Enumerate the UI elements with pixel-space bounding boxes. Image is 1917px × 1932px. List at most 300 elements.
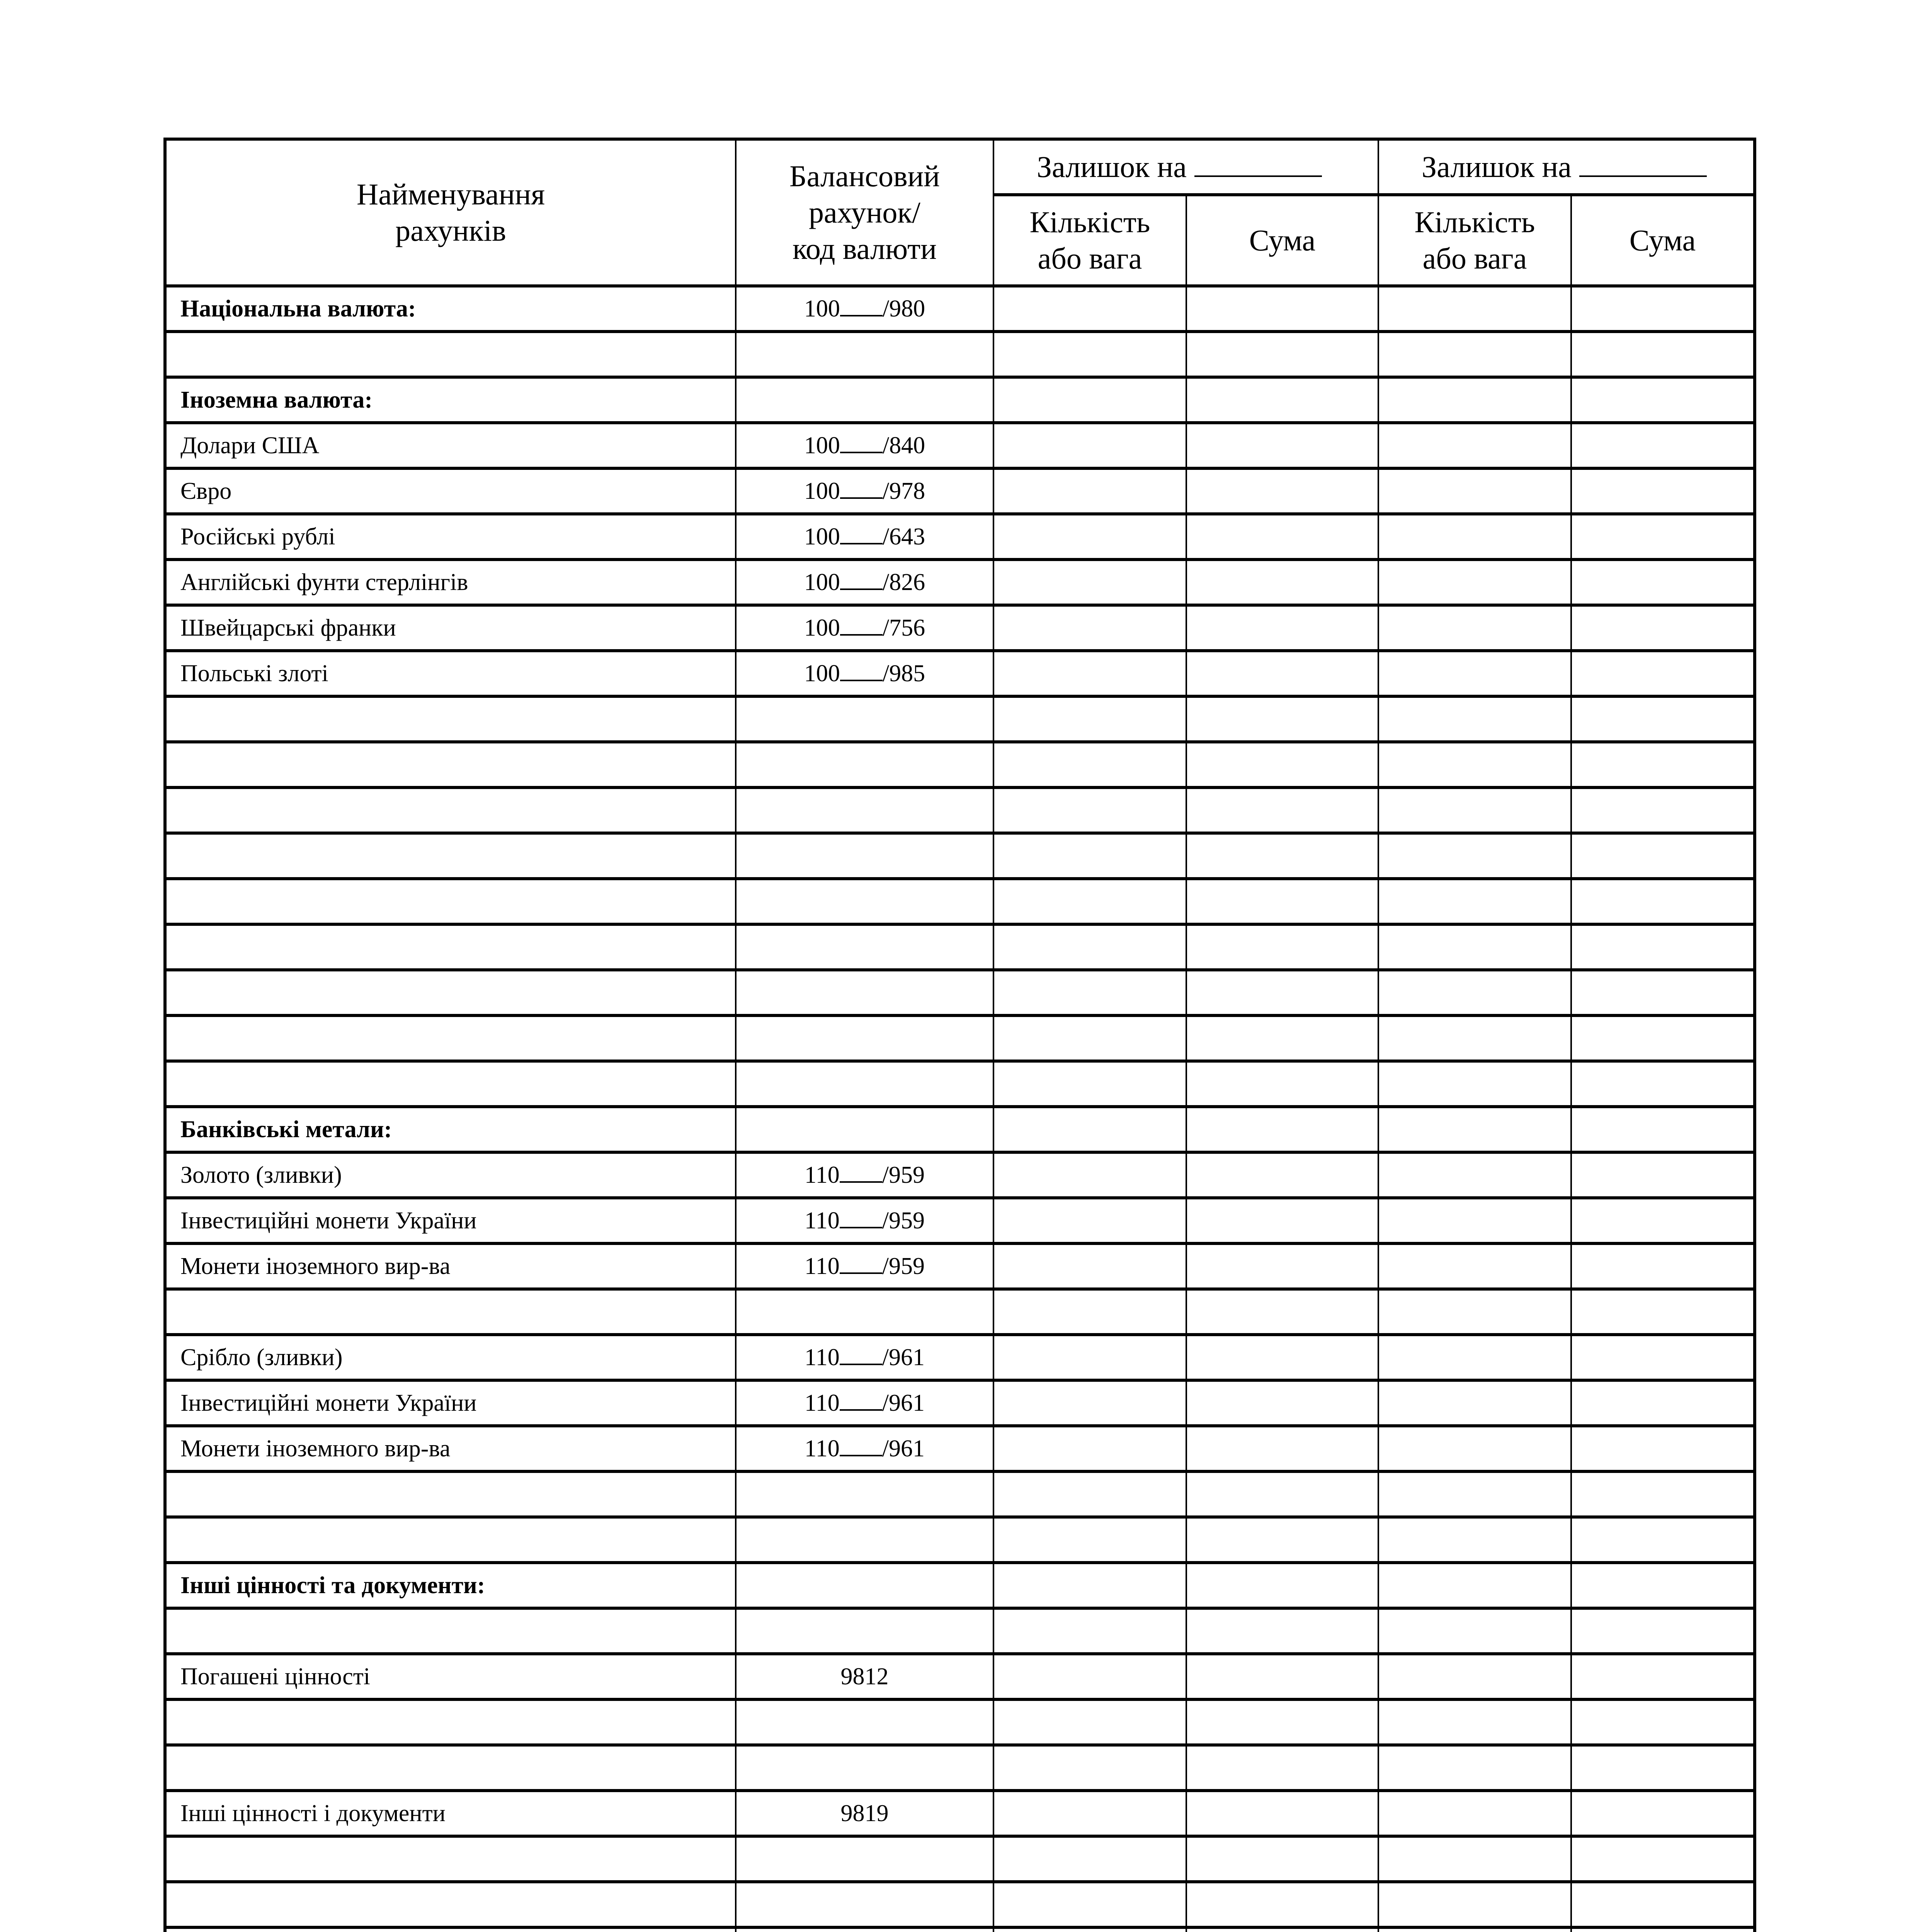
table-row	[165, 924, 1755, 970]
qty-1-cell[interactable]	[993, 560, 1186, 605]
balance-account-cell	[736, 1243, 993, 1289]
qty-1-cell[interactable]	[993, 1745, 1186, 1791]
balance-account-cell	[736, 1198, 993, 1243]
qty-1-cell[interactable]	[993, 1243, 1186, 1289]
qty-1-cell[interactable]	[993, 1699, 1186, 1745]
qty-1-cell[interactable]	[993, 1791, 1186, 1836]
account-name-cell: Англійські фунти стерлінгів	[165, 560, 736, 605]
account-name-cell[interactable]	[165, 1471, 736, 1517]
account-digit-field[interactable]	[840, 478, 883, 499]
qty-2-cell[interactable]	[1378, 1015, 1571, 1061]
table-row	[165, 1380, 1755, 1426]
account-prefix: 110	[805, 1435, 840, 1462]
qty-2-cell[interactable]	[1378, 1198, 1571, 1243]
sum-1-cell[interactable]	[1186, 1061, 1378, 1107]
sum-1-cell[interactable]	[1186, 1289, 1378, 1335]
sum-1-cell[interactable]	[1186, 1745, 1378, 1791]
table-row	[165, 742, 1755, 787]
balance-account-cell	[736, 1380, 993, 1426]
balance-date-field-1[interactable]	[1194, 152, 1322, 177]
currency-code: /980	[882, 295, 925, 322]
header-balance-group-2	[1378, 139, 1755, 195]
qty-2-cell[interactable]	[1378, 787, 1571, 833]
account-digit-field[interactable]	[840, 615, 883, 636]
qty-2-cell[interactable]	[1378, 970, 1571, 1015]
account-name-cell: Інші цінності і документи	[165, 1791, 736, 1836]
sum-1-cell[interactable]	[1186, 514, 1378, 560]
balance-account-cell	[736, 605, 993, 651]
qty-2-cell[interactable]	[1378, 377, 1571, 423]
table-row	[165, 1563, 1755, 1608]
account-name-cell[interactable]	[165, 1015, 736, 1061]
account-name-cell[interactable]	[165, 332, 736, 377]
sum-1-cell[interactable]	[1186, 1471, 1378, 1517]
qty-2-cell[interactable]	[1378, 833, 1571, 879]
currency-code: /985	[882, 660, 925, 687]
sum-2-cell[interactable]	[1571, 696, 1755, 742]
account-prefix: 110	[805, 1344, 840, 1371]
qty-1-cell[interactable]	[993, 1882, 1186, 1927]
sum-1-cell[interactable]	[1186, 787, 1378, 833]
qty-2-cell[interactable]	[1378, 1563, 1571, 1608]
table-row	[165, 1471, 1755, 1517]
sum-2-cell[interactable]	[1571, 1243, 1755, 1289]
balance-account-cell	[736, 560, 993, 605]
qty-1-cell[interactable]	[993, 377, 1186, 423]
balance-account-cell[interactable]	[736, 377, 993, 423]
sum-2-cell[interactable]	[1571, 1608, 1755, 1654]
qty-1-cell[interactable]	[993, 1517, 1186, 1563]
qty-1-cell[interactable]	[993, 286, 1186, 332]
balance-account-cell[interactable]	[736, 332, 993, 377]
sum-2-cell[interactable]	[1571, 833, 1755, 879]
sum-1-cell[interactable]	[1186, 1380, 1378, 1426]
table-row	[165, 1243, 1755, 1289]
balance-account-cell[interactable]	[736, 1882, 993, 1927]
qty-1-cell[interactable]	[993, 1654, 1186, 1699]
balance-account-cell[interactable]	[736, 1015, 993, 1061]
qty-2-cell[interactable]	[1378, 1745, 1571, 1791]
qty-1-cell[interactable]	[993, 1426, 1186, 1471]
section-heading: Національна валюта:	[165, 286, 736, 332]
sum-1-cell[interactable]	[1186, 833, 1378, 879]
account-name-cell: Інвестиційні монети України	[165, 1198, 736, 1243]
sum-1-cell[interactable]	[1186, 651, 1378, 696]
balance-account-cell	[736, 1152, 993, 1198]
qty-1-cell[interactable]	[993, 1198, 1186, 1243]
sum-1-cell[interactable]	[1186, 1243, 1378, 1289]
account-prefix: 100	[804, 569, 840, 595]
qty-1-cell[interactable]	[993, 1152, 1186, 1198]
qty-2-cell[interactable]	[1378, 651, 1571, 696]
account-digit-field[interactable]	[840, 432, 883, 453]
header-code-line-1: Балансовий	[789, 159, 940, 193]
sum-1-cell[interactable]	[1186, 1608, 1378, 1654]
sum-1-cell[interactable]	[1186, 1836, 1378, 1882]
sum-2-cell[interactable]	[1571, 1745, 1755, 1791]
table-row	[165, 1107, 1755, 1152]
sum-2-cell[interactable]	[1571, 1563, 1755, 1608]
account-name-cell: Польські злоті	[165, 651, 736, 696]
account-prefix: 110	[805, 1207, 840, 1234]
table-row	[165, 560, 1755, 605]
sum-2-cell[interactable]	[1571, 924, 1755, 970]
header-code-line-2: рахунок/	[809, 196, 920, 229]
sum-2-cell[interactable]	[1571, 468, 1755, 514]
qty-1-cell[interactable]	[993, 1061, 1186, 1107]
qty-1-cell[interactable]	[993, 1836, 1186, 1882]
qty-1-cell[interactable]	[993, 742, 1186, 787]
qty-2-cell[interactable]	[1378, 1791, 1571, 1836]
account-prefix: 100	[804, 478, 840, 504]
qty-1-cell[interactable]	[993, 787, 1186, 833]
sum-2-cell[interactable]	[1571, 560, 1755, 605]
qty-2-cell[interactable]	[1378, 332, 1571, 377]
section-heading: Інші цінності та документи:	[165, 1563, 736, 1608]
balance-account-cell[interactable]	[736, 787, 993, 833]
balance-account-cell[interactable]	[736, 1608, 993, 1654]
sum-2-cell[interactable]	[1571, 1289, 1755, 1335]
currency-code: /959	[882, 1253, 925, 1279]
qty-2-cell[interactable]	[1378, 1107, 1571, 1152]
qty-1-cell[interactable]	[993, 423, 1186, 468]
qty-1-cell[interactable]	[993, 970, 1186, 1015]
table-row	[165, 1517, 1755, 1563]
table-row	[165, 1654, 1755, 1699]
account-prefix: 110	[805, 1162, 840, 1188]
account-prefix: 110	[805, 1253, 840, 1279]
account-digit-field[interactable]	[840, 1344, 882, 1365]
balance-account-cell[interactable]	[736, 1927, 993, 1932]
sum-1-cell[interactable]	[1186, 1882, 1378, 1927]
header-qty-1-line-2: або вага	[1038, 242, 1142, 275]
sum-1-cell[interactable]	[1186, 1654, 1378, 1699]
balance-account-cell[interactable]	[736, 1107, 993, 1152]
qty-1-cell[interactable]	[993, 651, 1186, 696]
qty-2-cell[interactable]	[1378, 1882, 1571, 1927]
sum-2-cell[interactable]	[1571, 1380, 1755, 1426]
qty-1-cell[interactable]	[993, 1380, 1186, 1426]
sum-2-cell[interactable]	[1571, 1471, 1755, 1517]
balance-account-cell	[736, 423, 993, 468]
qty-2-cell[interactable]	[1378, 1836, 1571, 1882]
sum-1-cell[interactable]	[1186, 377, 1378, 423]
sum-2-cell[interactable]	[1571, 1061, 1755, 1107]
sum-1-cell[interactable]	[1186, 1015, 1378, 1061]
account-name-cell[interactable]	[165, 1608, 736, 1654]
qty-1-cell[interactable]	[993, 833, 1186, 879]
qty-1-cell[interactable]	[993, 1608, 1186, 1654]
header-qty-2-line-1: Кількість	[1414, 205, 1535, 239]
account-name-cell[interactable]	[165, 1289, 736, 1335]
table-row	[165, 332, 1755, 377]
sum-2-cell[interactable]	[1571, 1015, 1755, 1061]
balance-account-cell	[736, 1426, 993, 1471]
account-name-cell[interactable]	[165, 1745, 736, 1791]
sum-2-cell[interactable]	[1571, 514, 1755, 560]
qty-2-cell[interactable]	[1378, 1061, 1571, 1107]
account-digit-field[interactable]	[840, 1253, 882, 1274]
section-heading: Іноземна валюта:	[165, 377, 736, 423]
balance-account-cell	[736, 514, 993, 560]
table-row	[165, 651, 1755, 696]
account-digit-field[interactable]	[840, 1162, 882, 1183]
sum-2-cell[interactable]	[1571, 1335, 1755, 1380]
sum-2-cell[interactable]	[1571, 377, 1755, 423]
account-name-cell[interactable]	[165, 924, 736, 970]
sum-2-cell[interactable]	[1571, 1654, 1755, 1699]
qty-1-cell[interactable]	[993, 1927, 1186, 1932]
qty-2-cell[interactable]	[1378, 924, 1571, 970]
table-row	[165, 1836, 1755, 1882]
table-row	[165, 1699, 1755, 1745]
sum-2-cell[interactable]	[1571, 1198, 1755, 1243]
table-row	[165, 1152, 1755, 1198]
sum-1-cell[interactable]	[1186, 468, 1378, 514]
qty-2-cell[interactable]	[1378, 696, 1571, 742]
balance-account-cell[interactable]	[736, 1699, 993, 1745]
balance-table	[163, 138, 1756, 1932]
table-row	[165, 879, 1755, 924]
sum-2-cell[interactable]	[1571, 605, 1755, 651]
account-name-cell[interactable]	[165, 970, 736, 1015]
account-name-cell[interactable]	[165, 833, 736, 879]
balance-account-cell[interactable]	[736, 1836, 993, 1882]
balance-account-cell[interactable]	[736, 1563, 993, 1608]
account-name-cell[interactable]	[165, 742, 736, 787]
account-name-cell[interactable]	[165, 1882, 736, 1927]
account-digit-field[interactable]	[840, 660, 883, 681]
currency-code: /961	[882, 1435, 925, 1462]
table-row	[165, 1198, 1755, 1243]
qty-2-cell[interactable]	[1378, 1608, 1571, 1654]
balance-account-cell: 9812	[736, 1654, 993, 1699]
qty-2-cell[interactable]	[1378, 514, 1571, 560]
sum-2-cell[interactable]	[1571, 286, 1755, 332]
sum-2-cell[interactable]	[1571, 742, 1755, 787]
sum-1-cell[interactable]	[1186, 970, 1378, 1015]
header-account-name	[165, 139, 736, 286]
qty-1-cell[interactable]	[993, 605, 1186, 651]
table-row	[165, 696, 1755, 742]
sum-1-cell[interactable]	[1186, 286, 1378, 332]
balance-account-cell[interactable]	[736, 1289, 993, 1335]
qty-1-cell[interactable]	[993, 1107, 1186, 1152]
sum-1-cell[interactable]	[1186, 1152, 1378, 1198]
sum-2-cell[interactable]	[1571, 879, 1755, 924]
header-balance-group-1	[993, 139, 1378, 195]
table-row	[165, 1608, 1755, 1654]
qty-2-cell[interactable]	[1378, 1335, 1571, 1380]
table-row	[165, 1927, 1755, 1932]
qty-2-cell[interactable]	[1378, 1927, 1571, 1932]
sum-2-cell[interactable]	[1571, 970, 1755, 1015]
balance-account-cell[interactable]	[736, 879, 993, 924]
account-name-cell: Російські рублі	[165, 514, 736, 560]
balance-account-cell[interactable]	[736, 696, 993, 742]
table-row	[165, 1061, 1755, 1107]
currency-code: /756	[882, 614, 925, 641]
header-qty-1-line-1: Кількість	[1029, 205, 1150, 239]
account-name-cell: Срібло (зливки)	[165, 1335, 736, 1380]
balance-account-cell[interactable]	[736, 833, 993, 879]
qty-1-cell[interactable]	[993, 468, 1186, 514]
qty-1-cell[interactable]	[993, 1471, 1186, 1517]
sum-2-cell[interactable]	[1571, 1426, 1755, 1471]
sum-1-cell[interactable]	[1186, 1927, 1378, 1932]
section-heading: Банківські метали:	[165, 1107, 736, 1152]
balance-account-cell[interactable]	[736, 1517, 993, 1563]
balance-account-cell[interactable]	[736, 924, 993, 970]
sum-1-cell[interactable]	[1186, 742, 1378, 787]
header-name-line-1: Найменування	[356, 177, 545, 211]
qty-1-cell[interactable]	[993, 1563, 1186, 1608]
account-digit-field[interactable]	[840, 524, 883, 544]
account-name-cell[interactable]	[165, 1836, 736, 1882]
sum-1-cell[interactable]	[1186, 696, 1378, 742]
sum-1-cell[interactable]	[1186, 1335, 1378, 1380]
qty-1-cell[interactable]	[993, 924, 1186, 970]
header-sum-1	[1186, 195, 1378, 286]
qty-1-cell[interactable]	[993, 879, 1186, 924]
account-name-cell[interactable]	[165, 1927, 736, 1932]
table-row	[165, 1289, 1755, 1335]
qty-2-cell[interactable]	[1378, 1471, 1571, 1517]
qty-2-cell[interactable]	[1378, 1426, 1571, 1471]
qty-2-cell[interactable]	[1378, 1289, 1571, 1335]
sum-2-cell[interactable]	[1571, 1699, 1755, 1745]
sum-2-cell[interactable]	[1571, 1836, 1755, 1882]
qty-1-cell[interactable]	[993, 514, 1186, 560]
sum-1-cell[interactable]	[1186, 560, 1378, 605]
balance-date-field-2[interactable]	[1579, 152, 1707, 177]
qty-2-cell[interactable]	[1378, 605, 1571, 651]
header-sum-1-label: Сума	[1249, 223, 1316, 257]
sum-1-cell[interactable]	[1186, 332, 1378, 377]
sum-1-cell[interactable]	[1186, 1563, 1378, 1608]
qty-2-cell[interactable]	[1378, 1654, 1571, 1699]
header-qty-2-line-2: або вага	[1422, 242, 1527, 275]
sum-1-cell[interactable]	[1186, 605, 1378, 651]
account-digit-field[interactable]	[840, 296, 883, 316]
balance-account-cell[interactable]	[736, 1745, 993, 1791]
account-digit-field[interactable]	[840, 1435, 882, 1456]
qty-2-cell[interactable]	[1378, 286, 1571, 332]
qty-1-cell[interactable]	[993, 696, 1186, 742]
account-name-cell[interactable]	[165, 696, 736, 742]
sum-2-cell[interactable]	[1571, 1927, 1755, 1932]
qty-2-cell[interactable]	[1378, 1699, 1571, 1745]
qty-2-cell[interactable]	[1378, 423, 1571, 468]
qty-1-cell[interactable]	[993, 1015, 1186, 1061]
currency-code: /840	[882, 432, 925, 459]
table-row	[165, 514, 1755, 560]
table-row	[165, 377, 1755, 423]
qty-1-cell[interactable]	[993, 1335, 1186, 1380]
qty-2-cell[interactable]	[1378, 1243, 1571, 1289]
balance-account-cell[interactable]	[736, 742, 993, 787]
table-row	[165, 605, 1755, 651]
account-name-cell[interactable]	[165, 1517, 736, 1563]
balance-account-cell[interactable]	[736, 1061, 993, 1107]
sum-2-cell[interactable]	[1571, 1882, 1755, 1927]
qty-1-cell[interactable]	[993, 1289, 1186, 1335]
sum-1-cell[interactable]	[1186, 1517, 1378, 1563]
account-digit-field[interactable]	[840, 569, 883, 590]
table-row	[165, 1745, 1755, 1791]
sum-2-cell[interactable]	[1571, 332, 1755, 377]
sum-1-cell[interactable]	[1186, 924, 1378, 970]
sum-2-cell[interactable]	[1571, 423, 1755, 468]
account-digit-field[interactable]	[840, 1390, 882, 1411]
header-qty-2	[1378, 195, 1571, 286]
balance-account-cell: 9819	[736, 1791, 993, 1836]
currency-code: /959	[882, 1207, 925, 1234]
sum-1-cell[interactable]	[1186, 1107, 1378, 1152]
table-body	[165, 286, 1755, 1932]
table-row	[165, 468, 1755, 514]
account-name-cell: Долари США	[165, 423, 736, 468]
balance-account-cell	[736, 1335, 993, 1380]
qty-2-cell[interactable]	[1378, 879, 1571, 924]
qty-2-cell[interactable]	[1378, 468, 1571, 514]
sum-2-cell[interactable]	[1571, 1517, 1755, 1563]
qty-2-cell[interactable]	[1378, 1517, 1571, 1563]
qty-2-cell[interactable]	[1378, 1152, 1571, 1198]
qty-2-cell[interactable]	[1378, 1380, 1571, 1426]
balance-date-label-1: Залишок на	[1037, 150, 1187, 184]
currency-code: /643	[882, 523, 925, 550]
account-digit-field[interactable]	[840, 1208, 882, 1228]
table-row	[165, 1335, 1755, 1380]
table-row	[165, 1015, 1755, 1061]
account-prefix: 110	[805, 1389, 840, 1416]
sum-2-cell[interactable]	[1571, 1791, 1755, 1836]
sum-2-cell[interactable]	[1571, 787, 1755, 833]
sum-2-cell[interactable]	[1571, 1107, 1755, 1152]
table-row	[165, 286, 1755, 332]
balance-account-cell[interactable]	[736, 970, 993, 1015]
sum-2-cell[interactable]	[1571, 1152, 1755, 1198]
balance-account-cell[interactable]	[736, 1471, 993, 1517]
sum-1-cell[interactable]	[1186, 1426, 1378, 1471]
currency-code: /959	[882, 1162, 925, 1188]
account-name-cell: Монети іноземного вир-ва	[165, 1243, 736, 1289]
sum-1-cell[interactable]	[1186, 879, 1378, 924]
account-name-cell: Погашені цінності	[165, 1654, 736, 1699]
account-name-cell[interactable]	[165, 879, 736, 924]
sum-2-cell[interactable]	[1571, 651, 1755, 696]
sum-1-cell[interactable]	[1186, 1198, 1378, 1243]
sum-1-cell[interactable]	[1186, 1791, 1378, 1836]
account-name-cell[interactable]	[165, 1699, 736, 1745]
header-sum-2	[1571, 195, 1755, 286]
account-name-cell: Інвестиційні монети України	[165, 1380, 736, 1426]
sum-1-cell[interactable]	[1186, 423, 1378, 468]
sum-1-cell[interactable]	[1186, 1699, 1378, 1745]
qty-2-cell[interactable]	[1378, 742, 1571, 787]
account-name-cell: Швейцарські франки	[165, 605, 736, 651]
account-name-cell[interactable]	[165, 787, 736, 833]
account-name-cell[interactable]	[165, 1061, 736, 1107]
qty-2-cell[interactable]	[1378, 560, 1571, 605]
currency-code: /826	[882, 569, 925, 595]
qty-1-cell[interactable]	[993, 332, 1186, 377]
account-prefix: 100	[804, 614, 840, 641]
header-qty-1	[993, 195, 1186, 286]
balance-account-cell	[736, 651, 993, 696]
header-code-line-3: код валюти	[793, 232, 937, 265]
